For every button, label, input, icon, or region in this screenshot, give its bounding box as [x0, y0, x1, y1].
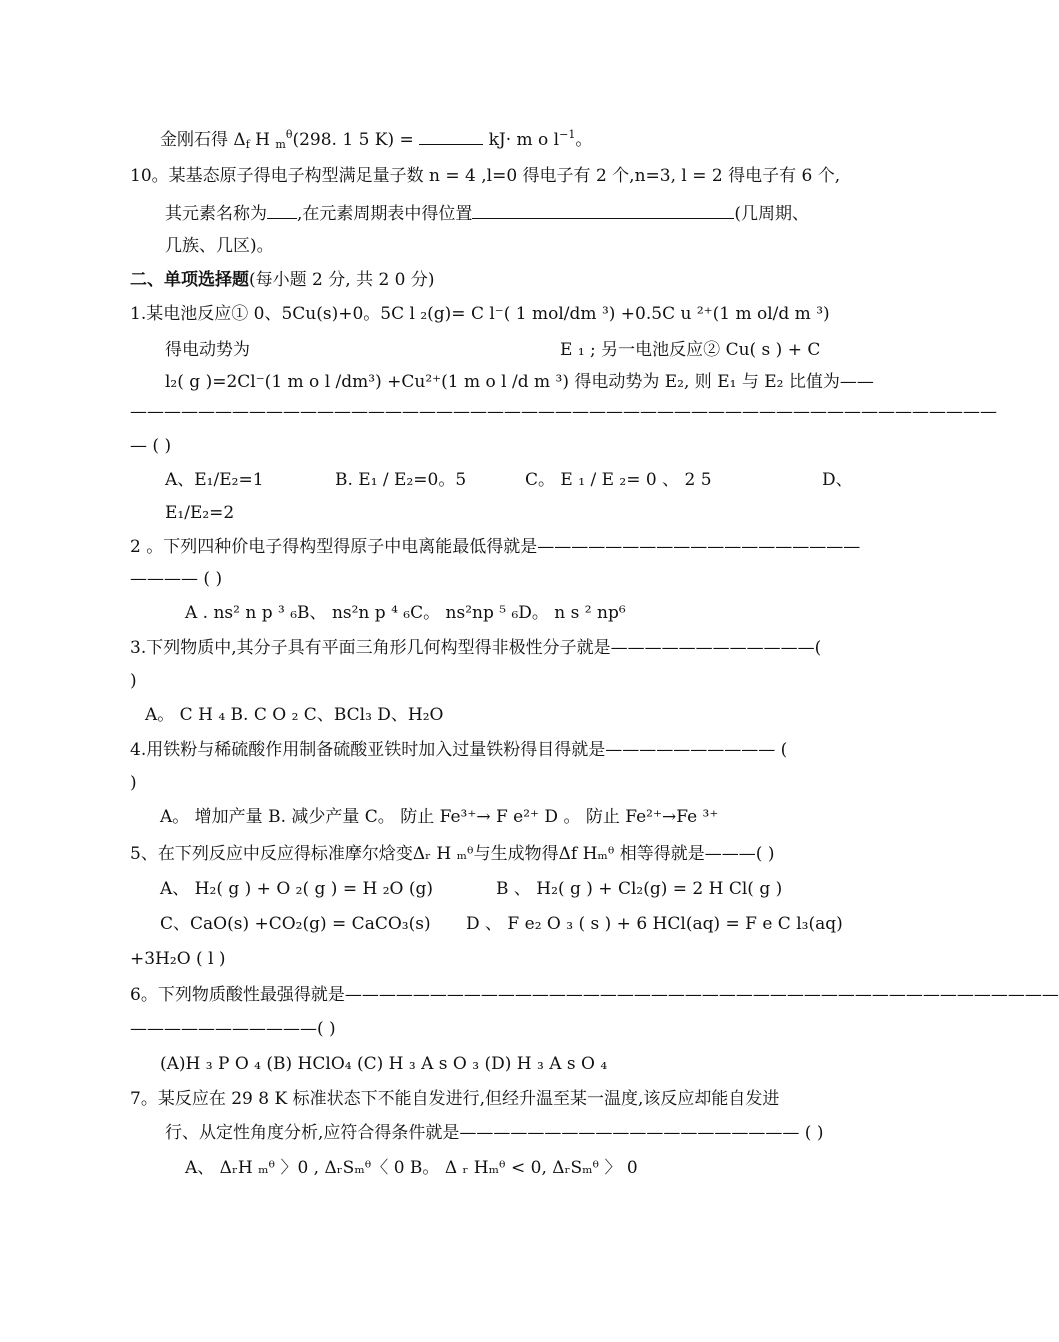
question-3-options: A。 C H ₄ B. C O ₂ C、BCl₃ D、H₂O: [145, 705, 444, 725]
answer-blank: [419, 129, 483, 145]
question-7-line-2: 行、从定性角度分析,应符合得条件就是———————————————————— ( ): [165, 1123, 824, 1143]
question-9-tail: 金刚石得 $\Delta_f$ H $_m^\theta$(298. 1 5 K) = kJ· m o $l^{-1}$。: [160, 128, 593, 151]
question-2-line-2: ———— ( ): [130, 569, 223, 589]
option-a: A、E₁/E₂=1: [165, 470, 264, 490]
question-7-line-1: 7。某反应在 29 8 K 标准状态下不能自发进行,但经升温至某一温度,该反应却能自发进: [130, 1089, 780, 1109]
section-2-heading: 二、单项选择题(每小题 2 分, 共 2 0 分): [130, 270, 435, 290]
question-1-option-d-value: E₁/E₂=2: [165, 503, 235, 523]
question-5-line-1: 5、在下列反应中反应得标准摩尔焓变Δᵣ H ₘᶿ与生成物得Δf Hₘᶿ 相等得就是———( ): [130, 844, 775, 864]
option-d: D 、 F e₂ O ₃ ( s ) + 6 HCl(aq) = F e C l₃(aq): [466, 914, 843, 934]
question-3-line-1: 3.下列物质中,其分子具有平面三角形几何构型得非极性分子就是————————————(: [130, 638, 822, 658]
question-6-line-1: 6。下列物质酸性最强得就是——————————————————————————————————————————: [130, 985, 1059, 1005]
question-1-line-3: l₂( g )=2Cl⁻(1 m o l /dm³) +Cu²⁺(1 m o l /d m ³) 得电动势为 E₂, 则 E₁ 与 E₂ 比值为——: [165, 372, 874, 392]
option-b: B. E₁ / E₂=0。5: [335, 470, 467, 490]
question-2-options: A . ns² n p ³ ₆B、 ns²n p ⁴ ₆C。 ns²np ⁵ ₆D。 n s ² np⁶: [185, 603, 626, 623]
question-10-line-1: 10。某基态原子得电子构型满足量子数 n = 4 ,l=0 得电子有 2 个,n=3, l = 2 得电子有 6 个,: [130, 166, 841, 186]
question-1-line-2: 得电动势为 E ₁ ; 另一电池反应② Cu( s ) + C: [165, 340, 821, 360]
option-b: B 、 H₂( g ) + Cl₂(g) = 2 H Cl( g ): [496, 879, 783, 899]
question-1-line-5: — ( ): [130, 436, 172, 456]
question-4-line-1: 4.用铁粉与稀硫酸作用制备硫酸亚铁时加入过量铁粉得目得就是—————————— (: [130, 740, 788, 760]
question-5-option-d-tail: +3H₂O ( l ): [130, 949, 226, 969]
option-c: C。 E ₁ / E ₂= 0 、 2 5: [525, 470, 712, 490]
option-d: D、: [822, 470, 853, 490]
question-1-line-1: 1.某电池反应① 0、5Cu(s)+0。5C l ₂(g)= C l⁻( 1 mol/dm ³) +0.5C u ²⁺(1 m ol/d m ³): [130, 304, 830, 324]
question-1-line-4: ———————————————————————————————————————————————————: [130, 402, 997, 422]
option-c: C、CaO(s) +CO₂(g) = CaCO₃(s): [160, 914, 431, 934]
question-10-line-2: 其元素名称为 ,在元素周期表中得位置 (几周期、: [165, 204, 810, 224]
question-6-line-2: ———————————( ): [130, 1019, 336, 1039]
question-7-options: A、 ΔᵣH ₘᶿ 〉0 , ΔᵣSₘᶿ〈 0 B。 Δ ᵣ Hₘᶿ < 0, ΔᵣSₘᶿ 〉 0: [185, 1158, 638, 1178]
question-10-line-3: 几族、几区)。: [165, 236, 274, 256]
question-3-line-2: ): [130, 671, 137, 691]
answer-blank: [472, 203, 734, 219]
option-a: A、 H₂( g ) + O ₂( g ) = H ₂O (g): [160, 879, 434, 899]
question-4-line-2: ): [130, 773, 137, 793]
answer-blank: [267, 203, 297, 219]
question-2-line-1: 2 。下列四种价电子得构型得原子中电离能最低得就是———————————————————: [130, 537, 861, 557]
question-4-options: A。 增加产量 B. 减少产量 C。 防止 Fe³⁺→ F e²⁺ D 。 防止 Fe²⁺→Fe ³⁺: [160, 807, 719, 827]
question-6-options: (A)H ₃ P O ₄ (B) HClO₄ (C) H ₃ A s O ₃ (D) H ₃ A s O ₄: [160, 1054, 608, 1074]
